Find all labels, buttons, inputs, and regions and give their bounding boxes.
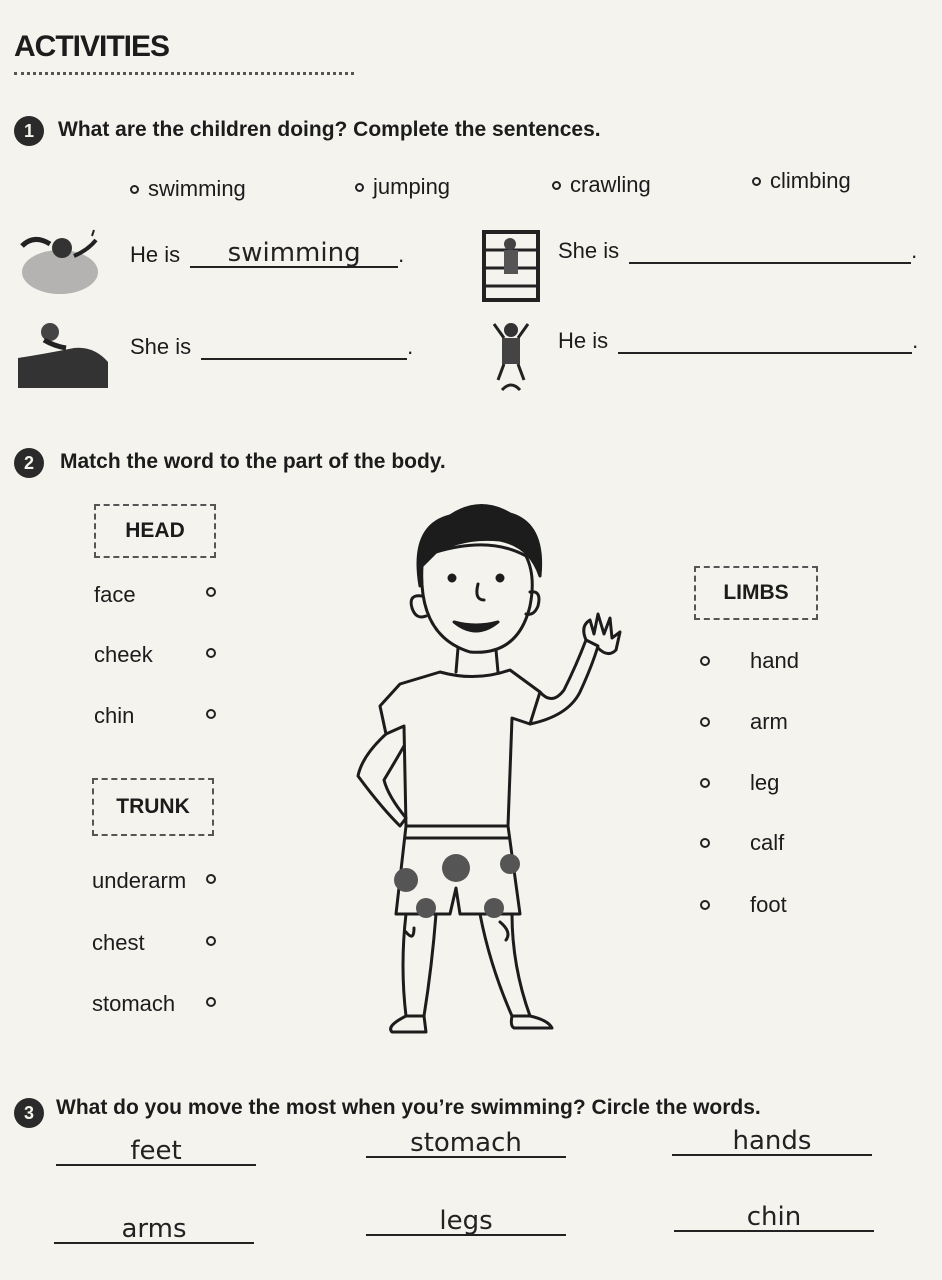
- match-dot-calf[interactable]: [700, 838, 710, 848]
- word-face: face: [94, 582, 136, 607]
- match-dot-hand[interactable]: [700, 656, 710, 666]
- answer-chin[interactable]: chin: [674, 1204, 874, 1232]
- section-2-question: Match the word to the part of the body.: [60, 450, 446, 473]
- word-arm: arm: [750, 709, 788, 734]
- jumper-icon: [488, 318, 534, 392]
- sentence-1: He is swimming .: [130, 238, 405, 268]
- match-dot-stomach[interactable]: [206, 997, 216, 1007]
- option-climbing: climbing: [752, 168, 851, 194]
- section-1-number: 1: [14, 116, 44, 146]
- word-chest: chest: [92, 930, 145, 955]
- title-divider: [14, 72, 354, 75]
- match-dot-face[interactable]: [206, 587, 216, 597]
- match-dot-chin[interactable]: [206, 709, 216, 719]
- answer-feet[interactable]: feet: [56, 1138, 256, 1166]
- climber-icon: [480, 228, 542, 304]
- sentence-2: She is .: [558, 238, 918, 263]
- match-dot-chest[interactable]: [206, 936, 216, 946]
- word-underarm: underarm: [92, 868, 187, 893]
- word-chin: chin: [94, 703, 135, 728]
- swimmer-icon: [14, 226, 114, 298]
- section-2-number: 2: [14, 448, 44, 478]
- section-3-question: What do you move the most when you’re swimming? Circle the words.: [56, 1096, 761, 1119]
- match-dot-arm[interactable]: [700, 717, 710, 727]
- limbs-label-box: LIMBS: [694, 566, 818, 620]
- boy-illustration: [340, 496, 640, 1046]
- crawler-icon: [14, 318, 110, 388]
- option-crawling: crawling: [552, 172, 651, 198]
- match-dot-foot[interactable]: [700, 900, 710, 910]
- section-1-question: What are the children doing? Complete the sentences.: [58, 118, 601, 141]
- option-swimming: swimming: [130, 176, 246, 202]
- match-dot-cheek[interactable]: [206, 648, 216, 658]
- sentence-3: She is .: [130, 334, 414, 359]
- word-hand: hand: [750, 648, 799, 673]
- answer-blank-2[interactable]: [629, 236, 911, 264]
- match-dot-underarm[interactable]: [206, 874, 216, 884]
- option-jumping: jumping: [355, 174, 450, 200]
- answer-hands[interactable]: hands: [672, 1128, 872, 1156]
- bullet-icon: [130, 185, 139, 194]
- word-cheek: cheek: [94, 642, 153, 667]
- bullet-icon: [552, 181, 561, 190]
- answer-blank-3[interactable]: [201, 332, 407, 360]
- word-leg: leg: [750, 770, 780, 795]
- trunk-label-box: TRUNK: [92, 778, 214, 836]
- word-foot: foot: [750, 892, 787, 917]
- page-title: ACTIVITIES: [14, 30, 170, 63]
- word-stomach: stomach: [92, 991, 176, 1016]
- bullet-icon: [355, 183, 364, 192]
- word-calf: calf: [750, 830, 785, 855]
- head-label-box: HEAD: [94, 504, 216, 558]
- answer-stomach[interactable]: stomach: [366, 1130, 566, 1158]
- bullet-icon: [752, 177, 761, 186]
- match-dot-leg[interactable]: [700, 778, 710, 788]
- sentence-4: He is .: [558, 328, 919, 353]
- section-3-number: 3: [14, 1098, 44, 1128]
- answer-blank-4[interactable]: [618, 326, 912, 354]
- answer-blank-1[interactable]: swimming: [190, 240, 398, 268]
- answer-legs[interactable]: legs: [366, 1208, 566, 1236]
- answer-arms[interactable]: arms: [54, 1216, 254, 1244]
